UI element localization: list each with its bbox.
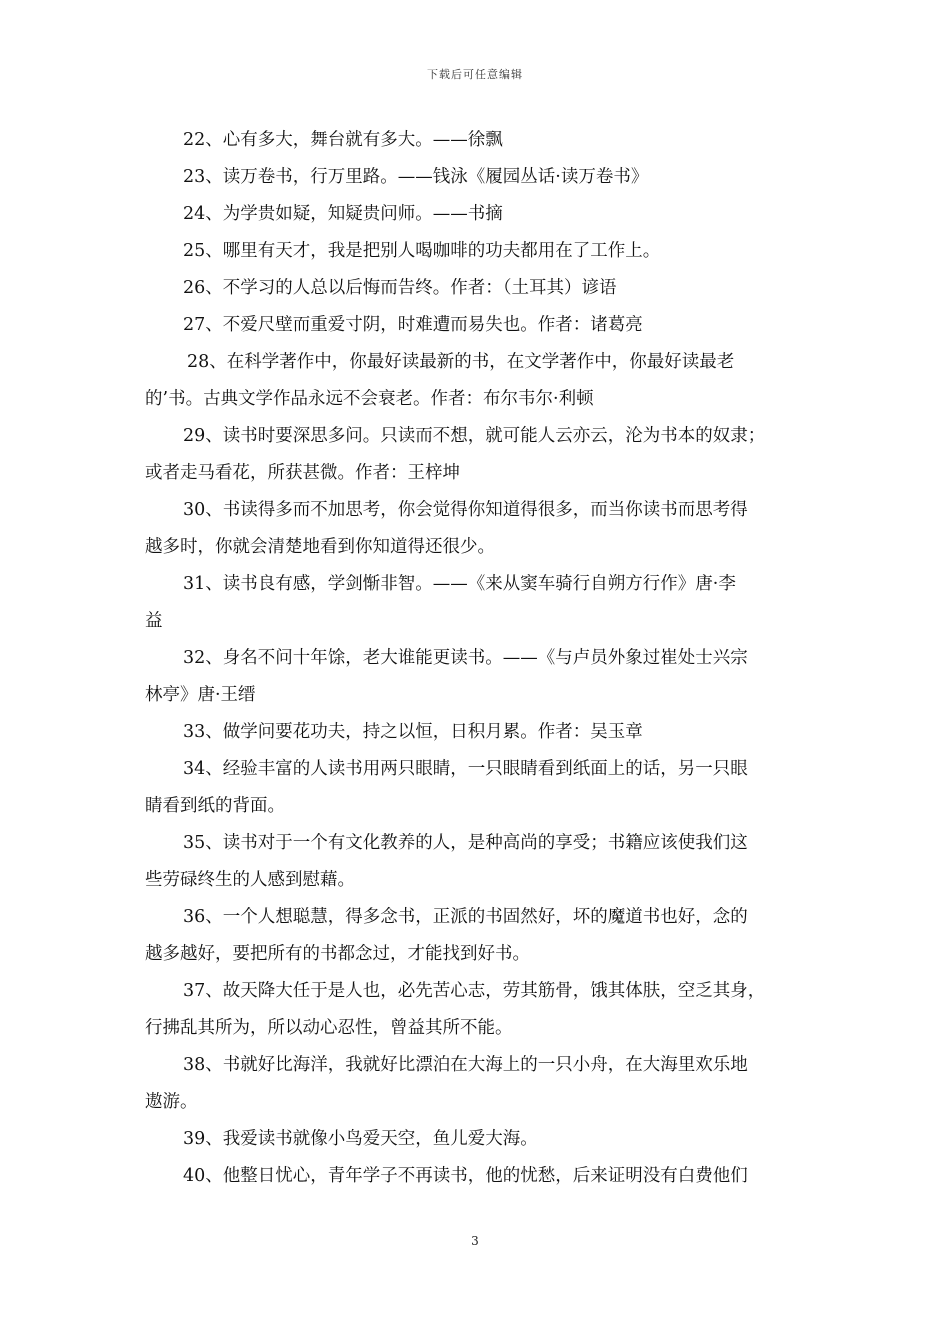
quote-24: 24、为学贵如疑，知疑贵问师。——书摘 [183, 204, 503, 224]
quote-40-line-1: 40、他整日忧心，青年学子不再读书，他的忧愁，后来证明没有白费他们 [183, 1166, 748, 1186]
page-header: 下载后可任意编辑 [427, 68, 523, 81]
quote-38-line-2: 遨游。 [145, 1092, 198, 1112]
quote-37-line-2: 行拂乱其所为，所以动心忍性，曾益其所不能。 [145, 1018, 513, 1038]
document-body [145, 122, 809, 1195]
quote-35-line-2: 些劳碌终生的人感到慰藉。 [145, 870, 355, 890]
quote-34-line-1: 34、经验丰富的人读书用两只眼睛，一只眼睛看到纸面上的话，另一只眼 [183, 759, 748, 779]
quote-39: 39、我爱读书就像小鸟爱天空，鱼儿爱大海。 [183, 1129, 538, 1149]
page-number: 3 [471, 1234, 479, 1248]
quote-29-line-1: 29、读书时要深思多问。只读而不想，就可能人云亦云，沦为书本的奴隶； [183, 426, 766, 446]
quote-25: 25、哪里有天才，我是把别人喝咖啡的功夫都用在了工作上。 [183, 241, 661, 261]
quote-27: 27、不爱尺壁而重爱寸阴，时难遭而易失也。作者：诸葛亮 [183, 315, 643, 335]
quote-36-line-1: 36、一个人想聪慧，得多念书，正派的书固然好，坏的魔道书也好，念的 [183, 907, 748, 927]
quote-32-line-2: 林亭》唐·王缙 [145, 685, 256, 705]
quote-32-line-1: 32、身名不问十年馀，老大谁能更读书。——《与卢员外象过崔处士兴宗 [183, 648, 748, 668]
quote-36-line-2: 越多越好，要把所有的书都念过，才能找到好书。 [145, 944, 530, 964]
quote-33: 33、做学问要花功夫，持之以恒，日积月累。作者：吴玉章 [183, 722, 643, 742]
quote-35-line-1: 35、读书对于一个有文化教养的人，是种高尚的享受；书籍应该使我们这 [183, 833, 748, 853]
quote-38-line-1: 38、书就好比海洋，我就好比漂泊在大海上的一只小舟，在大海里欢乐地 [183, 1055, 748, 1075]
quote-34-line-2: 睛看到纸的背面。 [145, 796, 285, 816]
quote-37-line-1: 37、故天降大任于是人也，必先苦心志，劳其筋骨，饿其体肤，空乏其身， [183, 981, 766, 1001]
quote-29-line-2: 或者走马看花，所获甚微。作者：王梓坤 [145, 463, 460, 483]
quote-22: 22、心有多大，舞台就有多大。——徐飘 [183, 130, 503, 150]
quote-31-line-2: 益 [145, 611, 163, 631]
quote-23: 23、读万卷书，行万里路。——钱泳《履园丛话·读万卷书》 [183, 167, 649, 187]
quote-28-line-1: 28、在科学著作中，你最好读最新的书，在文学著作中，你最好读最老 [187, 352, 735, 372]
quote-31-line-1: 31、读书良有感，学剑惭非智。——《来从窦车骑行自朔方行作》唐·李 [183, 574, 736, 594]
quote-26: 26、不学习的人总以后悔而告终。作者：（土耳其）谚语 [183, 278, 617, 298]
quote-30-line-1: 30、书读得多而不加思考，你会觉得你知道得很多，而当你读书而思考得 [183, 500, 748, 520]
quote-28-line-2: 的’书。古典文学作品永远不会衰老。作者：布尔韦尔·利顿 [145, 389, 594, 409]
quote-30-line-2: 越多时，你就会清楚地看到你知道得还很少。 [145, 537, 495, 557]
